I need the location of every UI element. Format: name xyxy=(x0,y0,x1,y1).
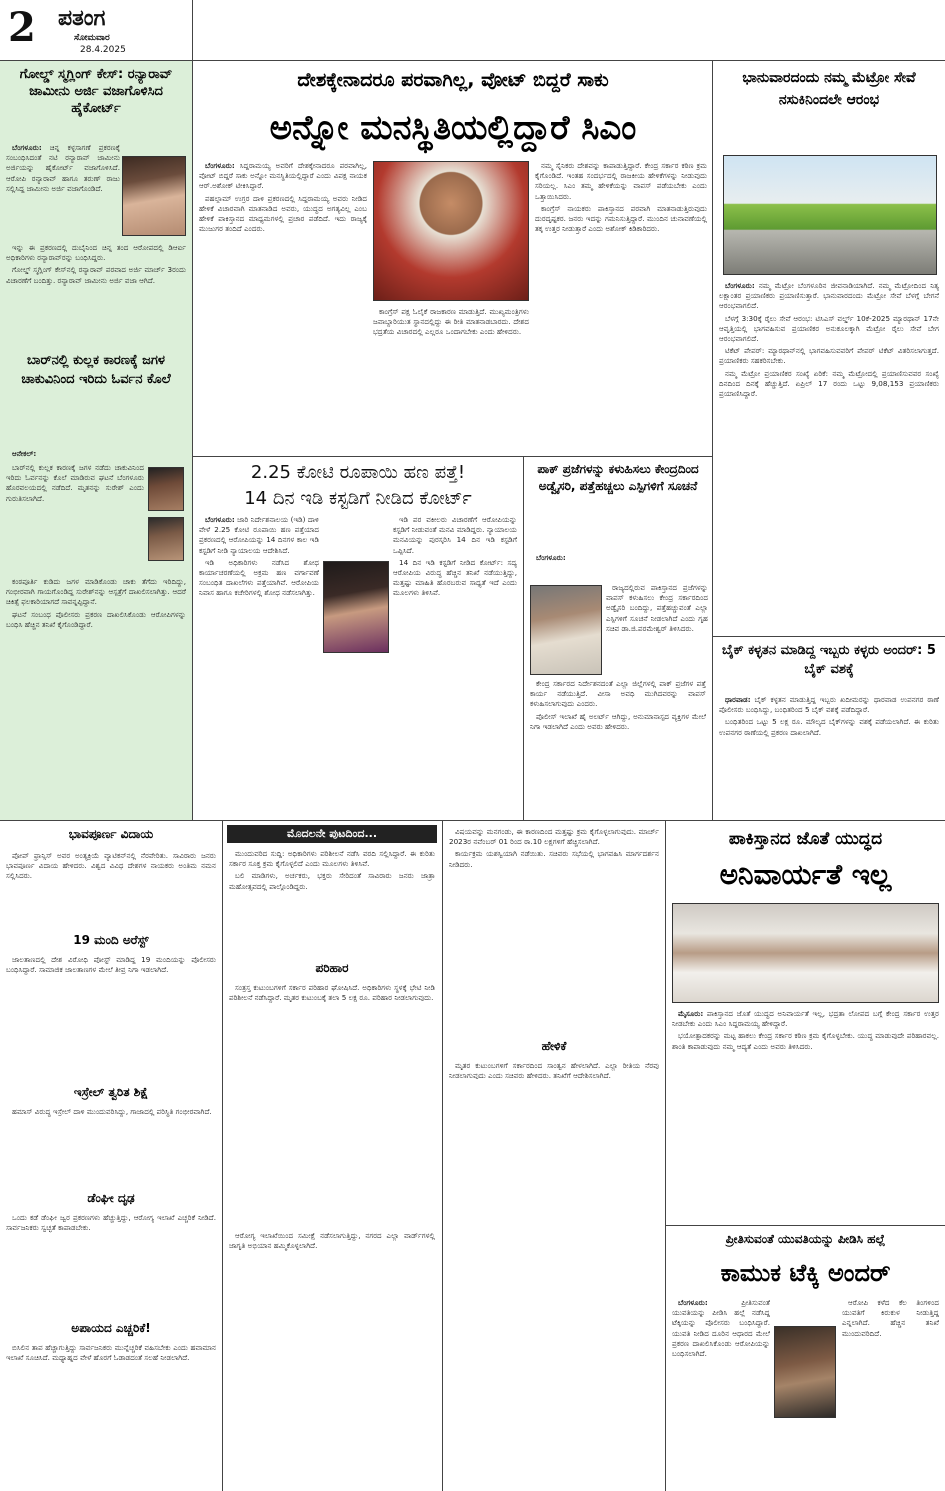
metro-para-2: ಬೆಳಗ್ಗೆ 3:30ಕ್ಕೆ ರೈಲು ಸೇವೆ ಆರಂಭ: ಟಿಸಿಎಸ್ ವರ್ಲ್ಡ್ 10ಕೆ-2025 ಮ್ಯಾರಥಾನ್ 17ನೇ ಆವೃತ್ತಿಯಲ್ಲಿ ಭಾಗವಹಿಸುವ ಪ್ರಯಾಣಿಕರ ಅನುಕೂಲಕ್ಕಾಗಿ ಮೆಟ್ರೋ ರೈಲು ಸೇವೆ ಬೇಗ ಆರಂಭವಾಗಲಿದೆ. xyxy=(719,313,939,344)
techie-kicker: ಪ್ರೀತಿಸುವಂತೆ ಯುವತಿಯನ್ನು ಪೀಡಿಸಿ ಹಲ್ಲೆ xyxy=(725,1232,886,1246)
techie-dateline: ಬೆಂಗಳೂರು: xyxy=(678,1298,708,1307)
arrest-subhead: 19 ಮಂದಿ ಅರೆಸ್ಟ್ xyxy=(73,933,149,947)
metro-dateline: ಬೆಂಗಳೂರು: xyxy=(725,281,755,290)
metro-train-photo xyxy=(723,155,937,275)
gold-para-2: ಇನ್ನು ಈ ಪ್ರಕರಣದಲ್ಲಿ ದುಬೈನಿಂದ ಚಿನ್ನ ತಂದ ಆರೋಪದಲ್ಲಿ ಡಿಆರ್ಐ ಅಧಿಕಾರಿಗಳು ರನ್ಯಾರಾವ್‌ರನ್ನು ಬಂಧಿಸಿದ್ದರು. xyxy=(6,243,186,263)
bike-headline: ಬೈಕ್ ಕಳ್ಳತನ ಮಾಡಿದ್ದ ಇಬ್ಬರು ಕಳ್ಳರು ಅಂದರ್: 5 ಬೈಕ್ ವಶಕ್ಕೆ xyxy=(722,643,936,677)
bar-para-1: ಬಾರ್‌ನಲ್ಲಿ ಕುಲ್ಲಕ ಕಾರಣಕ್ಕೆ ಜಗಳ ನಡೆದು ಚಾಕುವಿನಿಂದ ಇರಿದು ಓರ್ವನನ್ನು ಕೊಲೆ ಮಾಡಿರುವ ಘಟನೆ ಬೆಂಗಳೂರು ಹೊರವಲಯದಲ್ಲಿ ನಡೆದಿದೆ. ಮೃತನನ್ನು ಸುರೇಶ್ ಎಂದು ಗುರುತಿಸಲಾಗಿದೆ. xyxy=(6,463,144,503)
war-dateline: ಮೈಸೂರು: xyxy=(678,1009,704,1018)
continued-section xyxy=(223,821,442,1491)
pak-visa-para-1: ರಾಜ್ಯದಲ್ಲಿರುವ ಪಾಕಿಸ್ತಾನದ ಪ್ರಜೆಗಳನ್ನು ವಾಪಸ್ ಕಳುಹಿಸಲು ಕೇಂದ್ರ ಸರ್ಕಾರದಿಂದ ಅಡ್ವೈಸರಿ ಬಂದಿದ್ದು, ಪತ್ತೆಹಚ್ಚುವಂತೆ ಎಲ್ಲಾ ಎಸ್ಪಿಗಳಿಗೆ ಸೂಚನೆ ನೀಡಲಾಗಿದೆ ಎಂದು ಗೃಹ ಸಚಿವ ಡಾ.ಜಿ.ಪರಮೇಶ್ವರ್ ತಿಳಿಸಿದರು. xyxy=(606,583,708,633)
col3-para-1: ವಿಷಯವನ್ನು ಮನಗಂಡು, ಈ ಕಾರಣದಿಂದ ಮತ್ತಷ್ಟು ಕ್ರಮ ಕೈಗೊಳ್ಳಲಾಗುವುದು. ಮಾರ್ಚ್ 2023ರ ನವೆಂಬರ್ 01 ರಿಂದ ಠಾ.10 ಲಕ್ಷಗಳಿಗೆ ಹೆಚ್ಚಿಸಲಾಗಿದೆ. xyxy=(449,827,659,847)
arrest-text: ಜಾಲತಾಣದಲ್ಲಿ ದೇಶ ವಿರೋಧಿ ಪೋಸ್ಟ್ ಮಾಡಿದ್ದ 19 ಮಂದಿಯನ್ನು ಪೊಲೀಸರು ಬಂಧಿಸಿದ್ದಾರೆ. ಸಾಮಾಜಿಕ ಜಾಲತಾಣಗಳ ಮೇಲೆ ತೀವ್ರ ನಿಗಾ ಇಡಲಾಗಿದೆ. xyxy=(6,955,216,975)
danger-subhead: ಅಪಾಯದ ಎಚ್ಚರಿಕೆ! xyxy=(71,1321,151,1335)
pak-visa-story xyxy=(524,457,712,820)
cm-group-photo xyxy=(672,903,939,1003)
court-headline-1: 2.25 ಕೋಟಿ ರೂಪಾಯಿ ಹಣ ಪತ್ತೆ! xyxy=(250,462,466,483)
actress-photo xyxy=(122,156,186,236)
court-headline-2: 14 ದಿನ ಇಡಿ ಕಸ್ಟಡಿಗೆ ನೀಡಿದ ಕೋರ್ಟ್ xyxy=(244,488,472,509)
accused-woman-photo xyxy=(323,561,389,653)
lead-para-5: ಕಾಂಗ್ರೆಸ್ ನಾಯಕರು ಪಾಕಿಸ್ತಾನದ ಪರವಾಗಿ ಮಾತನಾಡುತ್ತಿರುವುದು ದುರದೃಷ್ಟಕರ. ಜನರು ಇದನ್ನು ಗಮನಿಸುತ್ತಿದ್ದಾರೆ. ಮುಂದಿನ ಚುನಾವಣೆಯಲ್ಲಿ ತಕ್ಕ ಉತ್ತರ ನೀಡುತ್ತಾರೆ ಎಂದು ಅಶೋಕ್ ಕಿಡಿಕಾರಿದರು. xyxy=(535,203,707,234)
bike-para-2: ಬಂಧಿತರಿಂದ ಒಟ್ಟು 5 ಲಕ್ಷ ರೂ. ಮೌಲ್ಯದ ಬೈಕ್‌ಗಳನ್ನು ವಶಕ್ಕೆ ಪಡೆಯಲಾಗಿದೆ. ಈ ಕುರಿತು ಉಪನಗರ ಠಾಣೆಯಲ್ಲಿ ಪ್ರಕರಣ ದಾಖಲಾಗಿದೆ. xyxy=(719,717,939,737)
danger-text: ಬಿಸಿಲಿನ ತಾಪ ಹೆಚ್ಚಾಗುತ್ತಿದ್ದು ಸಾರ್ವಜನಿಕರು ಮುನ್ನೆಚ್ಚರಿಕೆ ವಹಿಸಬೇಕು ಎಂದು ಹವಾಮಾನ ಇಲಾಖೆ ಸೂಚಿಸಿದೆ. ಮಧ್ಯಾಹ್ನದ ವೇಳೆ ಹೊರಗೆ ಓಡಾಡದಂತೆ ಸಲಹೆ ನೀಡಲಾಗಿದೆ. xyxy=(6,1343,216,1363)
lead-dateline: ಬೆಂಗಳೂರು: xyxy=(205,161,235,170)
bhavapurna-title: ಭಾವಪೂರ್ಣ ವಿದಾಯ xyxy=(68,827,154,841)
techie-photo xyxy=(774,1326,836,1418)
bike-story xyxy=(713,637,945,820)
court-para-1: ಜಾರಿ ನಿರ್ದೇಶನಾಲಯ (ಇಡಿ) ದಾಳಿ ವೇಳೆ 2.25 ಕೋಟಿ ರೂಪಾಯಿ ಹಣ ಪತ್ತೆಯಾದ ಪ್ರಕರಣದಲ್ಲಿ ಆರೋಪಿಯನ್ನು 14 ದಿನಗಳ ಕಾಲ ಇಡಿ ಕಸ್ಟಡಿಗೆ ನೀಡಿ ನ್ಯಾಯಾಲಯ ಆದೇಶಿಸಿದೆ. xyxy=(199,515,319,555)
dengue-text: ಒಂದು ಕಡೆ ಡೆಂಘೀ ಜ್ವರ ಪ್ರಕರಣಗಳು ಹೆಚ್ಚುತ್ತಿದ್ದು, ಆರೋಗ್ಯ ಇಲಾಖೆ ಎಚ್ಚರಿಕೆ ನೀಡಿದೆ. ಸಾರ್ವಜನಿಕರು ಸ್ವಚ್ಛತೆ ಕಾಪಾಡಬೇಕು. xyxy=(6,1213,216,1233)
court-story xyxy=(193,457,523,820)
lead-story xyxy=(193,61,712,456)
bhavapurna-section xyxy=(0,821,222,1491)
issue-date: 28.4.2025 xyxy=(80,45,126,55)
techie-headline: ಕಾಮುಕ ಟೆಕ್ಕಿ ಅಂದರ್ xyxy=(720,1259,891,1287)
leader-photo xyxy=(373,161,529,301)
israel-text: ಹಮಾಸ್ ವಿರುದ್ಧ ಇಸ್ರೇಲ್ ದಾಳಿ ಮುಂದುವರಿಸಿದ್ದು, ಗಾಜಾದಲ್ಲಿ ಪರಿಸ್ಥಿತಿ ಗಂಭೀರವಾಗಿದೆ. xyxy=(12,1107,212,1116)
war-story xyxy=(666,821,945,1221)
pak-visa-headline: ಪಾಕ್ ಪ್ರಜೆಗಳನ್ನು ಕಳುಹಿಸಲು ಕೇಂದ್ರದಿಂದ ಅಡ್ವೈಸರಿ, ಪತ್ತೆಹಚ್ಚಲು ಎಸ್ಪಿಗಳಿಗೆ ಸೂಚನೆ xyxy=(537,462,699,493)
bhavapurna-para-1: ಪೋಪ್ ಫ್ರಾನ್ಸಿಸ್ ಅವರ ಅಂತ್ಯಕ್ರಿಯೆ ವ್ಯಾಟಿಕನ್‌ನಲ್ಲಿ ನೆರವೇರಿತು. ಸಾವಿರಾರು ಜನರು ಭಾವಪೂರ್ಣ ವಿದಾಯ ಹೇಳಿದರು. ವಿಶ್ವದ ವಿವಿಧ ದೇಶಗಳ ನಾಯಕರು ಅಂತಿಮ ನಮನ ಸಲ್ಲಿಸಿದರು. xyxy=(6,851,216,881)
column-three xyxy=(443,821,665,1491)
lead-para-2: ಪಹಲ್ಗಾಮ್ ಉಗ್ರರ ದಾಳಿ ಪ್ರಕರಣದಲ್ಲಿ ಸಿದ್ದರಾಮಯ್ಯ ಅವರು ನೀಡಿದ ಹೇಳಿಕೆ ವಿಚಾರವಾಗಿ ಮಾತನಾಡಿದ ಅವರು, ಯುದ್ಧದ ಅಗತ್ಯವಿಲ್ಲ ಎಂಬ ಹೇಳಿಕೆ ಪಾಕಿಸ್ತಾನದ ಮಾಧ್ಯಮಗಳಲ್ಲಿ ಪ್ರಚಾರ ಪಡೆದಿದೆ. ಇದು ರಾಜ್ಯಕ್ಕೆ ಮುಜುಗರ ತಂದಿದೆ ಎಂದರು. xyxy=(199,193,367,234)
court-dateline: ಬೆಂಗಳೂರು: xyxy=(205,515,235,524)
bar-story xyxy=(0,345,192,820)
gold-dateline: ಬೆಂಗಳೂರು: xyxy=(12,143,42,152)
lead-kicker: ದೇಶಕ್ಕೇನಾದರೂ ಪರವಾಗಿಲ್ಲ, ವೋಟ್ ಬಿದ್ದರೆ ಸಾಕು xyxy=(297,69,609,91)
metro-para-1: ನಮ್ಮ ಮೆಟ್ರೋ ಬೆಂಗಳೂರಿನ ಜೀವನಾಡಿಯಾಗಿದೆ. ನಮ್ಮ ಮೆಟ್ರೋದಿಂದ ನಿತ್ಯ ಲಕ್ಷಾಂತರ ಪ್ರಯಾಣಿಕರು ಪ್ರಯಾಣಿಸುತ್ತಾರೆ. ಭಾನುವಾರದಂದು ಮೆಟ್ರೋ ಸೇವೆ ಬೆಳಗ್ಗೆ ಬೇಗನೆ ಆರಂಭವಾಗಲಿದೆ. xyxy=(719,281,939,311)
masthead xyxy=(0,0,192,60)
bar-dateline: ಆನೇಕಲ್: xyxy=(12,449,37,458)
pak-visa-dateline: ಬೆಂಗಳೂರು: xyxy=(536,553,566,562)
issue-day: ಸೋಮವಾರ xyxy=(74,33,110,43)
statement-text: ಮೃತರ ಕುಟುಂಬಗಳಿಗೆ ಸರ್ಕಾರದಿಂದ ಸಾಂತ್ವನ ಹೇಳಲಾಗಿದೆ. ಎಲ್ಲಾ ರೀತಿಯ ನೆರವು ನೀಡಲಾಗುವುದು ಎಂದು ಸಚಿವರು ಹೇಳಿದರು. ತನಿಖೆಗೆ ಆದೇಶಿಸಲಾಗಿದೆ. xyxy=(449,1061,659,1081)
pak-visa-para-3: ಪೊಲೀಸ್ ಇಲಾಖೆ ಹೈ ಅಲರ್ಟ್ ಆಗಿದ್ದು, ಅನುಮಾನಾಸ್ಪದ ವ್ಯಕ್ತಿಗಳ ಮೇಲೆ ನಿಗಾ ಇಡಲಾಗಿದೆ ಎಂದು ಅವರು ಹೇಳಿದರು. xyxy=(530,711,706,731)
bike-para-1: ಬೈಕ್ ಕಳ್ಳತನ ಮಾಡುತ್ತಿದ್ದ ಇಬ್ಬರು ಖದೀಮರನ್ನು ಧಾರವಾಡ ಉಪನಗರ ಠಾಣೆ ಪೊಲೀಸರು ಬಂಧಿಸಿದ್ದು, ಬಂಧಿತರಿಂದ 5 ಬೈಕ್ ವಶಕ್ಕೆ ಪಡೆದಿದ್ದಾರೆ. xyxy=(719,695,939,715)
techie-para-1: ಪ್ರೀತಿಸುವಂತೆ ಯುವತಿಯನ್ನು ಪೀಡಿಸಿ ಹಲ್ಲೆ ನಡೆಸಿದ್ದ ಟೆಕ್ಕಿಯನ್ನು ಪೊಲೀಸರು ಬಂಧಿಸಿದ್ದಾರೆ. ಯುವತಿ ನೀಡಿದ ದೂರಿನ ಆಧಾರದ ಮೇಲೆ ಪ್ರಕರಣ ದಾಖಲಿಸಿಕೊಂಡು ಆರೋಪಿಯನ್ನು ಬಂಧಿಸಲಾಗಿದೆ. xyxy=(672,1298,770,1359)
gold-para-1: ಚಿನ್ನ ಕಳ್ಳಸಾಗಣೆ ಪ್ರಕರಣಕ್ಕೆ ಸಂಬಂಧಿಸಿದಂತೆ ನಟಿ ರನ್ಯಾರಾವ್ ಜಾಮೀನು ಅರ್ಜಿಯನ್ನು ಹೈಕೋರ್ಟ್ ವಜಾಗೊಳಿಸಿದೆ. ಆರೋಪಿ ರನ್ಯಾರಾವ್ ಹಾಗೂ ತರುಣ್ ರಾಜು ಸಲ್ಲಿಸಿದ್ದ ಜಾಮೀನು ಅರ್ಜಿ ವಜಾಗೊಂಡಿದೆ. xyxy=(6,143,120,193)
court-para-4: 14 ದಿನ ಇಡಿ ಕಸ್ಟಡಿಗೆ ನೀಡಿದ ಕೋರ್ಟ್: ಸದ್ಯ ಆರೋಪಿಯ ವಿರುದ್ಧ ಹೆಚ್ಚಿನ ತನಿಖೆ ನಡೆಯುತ್ತಿದ್ದು, ಮತ್ತಷ್ಟು ಮಾಹಿತಿ ಹೊರಬರುವ ಸಾಧ್ಯತೆ ಇದೆ ಎಂದು ಮೂಲಗಳು ತಿಳಿಸಿವೆ. xyxy=(393,557,517,598)
page-number: 2 xyxy=(8,4,36,51)
lead-para-4: ನಮ್ಮ ಸೈನಿಕರು ದೇಶವನ್ನು ಕಾಪಾಡುತ್ತಿದ್ದಾರೆ. ಕೇಂದ್ರ ಸರ್ಕಾರ ಕಠಿಣ ಕ್ರಮ ಕೈಗೊಂಡಿದೆ. ಇಂತಹ ಸಂದರ್ಭದಲ್ಲಿ ರಾಜಕೀಯ ಹೇಳಿಕೆಗಳನ್ನು ನೀಡುವುದು ಸರಿಯಲ್ಲ. ಸಿಎಂ ತಮ್ಮ ಹೇಳಿಕೆಯನ್ನು ವಾಪಸ್ ಪಡೆಯಬೇಕು ಎಂದು ಒತ್ತಾಯಿಸಿದರು. xyxy=(535,161,707,201)
continued-para-1: ಮುಂದುವರಿದ ಸುದ್ದಿ: ಅಧಿಕಾರಿಗಳು ಪರಿಶೀಲನೆ ನಡೆಸಿ ವರದಿ ಸಲ್ಲಿಸಿದ್ದಾರೆ. ಈ ಕುರಿತು ಸರ್ಕಾರ ಸೂಕ್ತ ಕ್ರಮ ಕೈಗೊಳ್ಳಲಿದೆ ಎಂದು ಮೂಲಗಳು ತಿಳಿಸಿವೆ. xyxy=(229,849,435,869)
continued-title: ಮೊದಲನೇ ಪುಟದಿಂದ... xyxy=(227,825,437,843)
techie-story xyxy=(666,1226,945,1491)
accused-photo-1 xyxy=(148,467,184,511)
gold-para-3: ಗೋಲ್ಡ್ ಸ್ಮಗ್ಲಿಂಗ್ ಕೇಸ್‌ನಲ್ಲಿ ರನ್ಯಾರಾವ್ ಪರವಾದ ಅರ್ಜಿ ಮಾರ್ಚ್ 3ರಂದು ವಿಚಾರಣೆಗೆ ಬಂದಿತ್ತು. ರನ್ಯಾರಾವ್ ಜಾಮೀನು ಅರ್ಜಿ ವಜಾ ಆಗಿದೆ. xyxy=(6,265,186,285)
col3-para-2: ಕಾರ್ಯಕ್ರಮ ಯಶಸ್ವಿಯಾಗಿ ನಡೆಯಿತು. ಸಚಿವರು ಸಭೆಯಲ್ಲಿ ಭಾಗವಹಿಸಿ ಮಾರ್ಗದರ್ಶನ ನೀಡಿದರು. xyxy=(449,849,659,869)
lead-para-3: ಕಾಂಗ್ರೆಸ್ ಪಕ್ಷ ಓಲೈಕೆ ರಾಜಕಾರಣ ಮಾಡುತ್ತಿದೆ. ಮುಖ್ಯಮಂತ್ರಿಗಳು ಜವಾಬ್ದಾರಿಯುತ ಸ್ಥಾನದಲ್ಲಿದ್ದು ಈ ರೀತಿ ಮಾತನಾಡಬಾರದು. ದೇಶದ ಭದ್ರತೆಯ ವಿಚಾರದಲ್ಲಿ ಎಲ್ಲರೂ ಒಂದಾಗಬೇಕು ಎಂದು ಹೇಳಿದರು. xyxy=(373,307,529,337)
metro-para-4: ನಮ್ಮ ಮೆಟ್ರೋ ಪ್ರಯಾಣಿಕರ ಸಂಖ್ಯೆ ಏರಿಕೆ: ನಮ್ಮ ಮೆಟ್ರೋದಲ್ಲಿ ಪ್ರಯಾಣಿಸುವವರ ಸಂಖ್ಯೆ ದಿನದಿಂದ ದಿನಕ್ಕೆ ಹೆಚ್ಚುತ್ತಿದೆ. ಏಪ್ರಿಲ್ 17 ರಂದು ಒಟ್ಟು 9,08,153 ಪ್ರಯಾಣಿಕರು ಪ್ರಯಾಣಿಸಿದ್ದಾರೆ. xyxy=(719,368,939,399)
court-para-2: ಇಡಿ ಅಧಿಕಾರಿಗಳು ನಡೆಸಿದ ಶೋಧ ಕಾರ್ಯಾಚರಣೆಯಲ್ಲಿ ಅಕ್ರಮ ಹಣ ವರ್ಗಾವಣೆ ಸಂಬಂಧಿತ ದಾಖಲೆಗಳು ಪತ್ತೆಯಾಗಿವೆ. ಆರೋಪಿಯ ನಿವಾಸ ಹಾಗೂ ಕಚೇರಿಗಳಲ್ಲಿ ಶೋಧ ನಡೆಸಲಾಗಿತ್ತು. xyxy=(199,557,319,598)
war-headline-1: ಪಾಕಿಸ್ತಾನದ ಜೊತೆ ಯುದ್ಧದ xyxy=(728,829,883,849)
paper-name: ಪತಂಗ xyxy=(58,6,106,31)
continued-para-3: ಆರೋಗ್ಯ ಇಲಾಖೆಯಿಂದ ಸಮೀಕ್ಷೆ ನಡೆಸಲಾಗುತ್ತಿದ್ದು, ನಗರದ ಎಲ್ಲಾ ವಾರ್ಡ್‌ಗಳಲ್ಲಿ ಜಾಗೃತಿ ಅಭಿಯಾನ ಹಮ್ಮಿಕೊಳ್ಳಲಾಗಿದೆ. xyxy=(229,1231,435,1251)
statement-subhead: ಹೇಳಿಕೆ xyxy=(541,1039,567,1053)
gold-headline: ಗೋಲ್ಡ್ ಸ್ಮಗ್ಲಿಂಗ್ ಕೇಸ್: ರನ್ಯಾರಾವ್ ಜಾಮೀನು ಅರ್ಜಿ ವಜಾಗೊಳಿಸಿದ ಹೈಕೋರ್ಟ್ xyxy=(19,67,173,116)
accused-photo-2 xyxy=(148,517,184,561)
metro-story xyxy=(713,61,945,636)
continued-para-2: ಬಲಿ ಮಾಡಿಗಳು, ಅರ್ಚಕರು, ಭಕ್ತರು ಸೇರಿದಂತೆ ಸಾವಿರಾರು ಜನರು ಜಾತ್ರಾ ಮಹೋತ್ಸವದಲ್ಲಿ ಪಾಲ್ಗೊಂಡಿದ್ದರು. xyxy=(229,871,435,891)
bar-para-3: ಘಟನೆ ಸಂಬಂಧ ಪೊಲೀಸರು ಪ್ರಕರಣ ದಾಖಲಿಸಿಕೊಂಡು ಆರೋಪಿಗಳನ್ನು ಬಂಧಿಸಿ ಹೆಚ್ಚಿನ ತನಿಖೆ ಕೈಗೊಂಡಿದ್ದಾರೆ. xyxy=(6,609,186,629)
pak-visa-para-2: ಕೇಂದ್ರ ಸರ್ಕಾರದ ನಿರ್ದೇಶನದಂತೆ ಎಲ್ಲಾ ಜಿಲ್ಲೆಗಳಲ್ಲಿ ಪಾಕ್ ಪ್ರಜೆಗಳ ಪತ್ತೆ ಕಾರ್ಯ ನಡೆಯುತ್ತಿದೆ. ವೀಸಾ ಅವಧಿ ಮುಗಿದವರನ್ನು ವಾಪಸ್ ಕಳುಹಿಸಲಾಗುವುದು ಎಂದರು. xyxy=(530,679,706,709)
bike-dateline: ಧಾರವಾಡ: xyxy=(725,695,751,704)
bar-para-2: ಕಂಠಪೂರ್ತಿ ಕುಡಿದು ಜಗಳ ಮಾಡಿಕೊಂಡು ಚಾಕು ತೆಗೆದು ಇರಿದಿದ್ದು, ಗಂಭೀರವಾಗಿ ಗಾಯಗೊಂಡಿದ್ದ ಸುರೇಶ್‌ನನ್ನು ಆಸ್ಪತ್ರೆಗೆ ದಾಖಲಿಸಲಾಗಿತ್ತು. ಆದರೆ ಚಿಕಿತ್ಸೆ ಫಲಕಾರಿಯಾಗದೆ ಸಾವನ್ನಪ್ಪಿದ್ದಾನೆ. xyxy=(6,577,186,607)
war-para-1: ಪಾಕಿಸ್ತಾನದ ಜೊತೆ ಯುದ್ಧದ ಅನಿವಾರ್ಯತೆ ಇಲ್ಲ, ಭದ್ರತಾ ಲೋಪದ ಬಗ್ಗೆ ಕೇಂದ್ರ ಸರ್ಕಾರ ಉತ್ತರ ನೀಡಬೇಕು ಎಂದು ಸಿಎಂ ಸಿದ್ದರಾಮಯ್ಯ ಹೇಳಿದ್ದಾರೆ. xyxy=(672,1009,939,1029)
court-para-3: ಇಡಿ ಪರ ವಕೀಲರು ವಿಚಾರಣೆಗೆ ಆರೋಪಿಯನ್ನು ಕಸ್ಟಡಿಗೆ ನೀಡುವಂತೆ ಮನವಿ ಮಾಡಿದ್ದರು. ನ್ಯಾಯಾಲಯ ಮನವಿಯನ್ನು ಪುರಸ್ಕರಿಸಿ 14 ದಿನ ಇಡಿ ಕಸ್ಟಡಿಗೆ ಒಪ್ಪಿಸಿದೆ. xyxy=(393,515,517,555)
relief-subhead: ಪರಿಹಾರ xyxy=(315,961,349,975)
dengue-subhead: ಡೆಂಘೀ ದೃಢ xyxy=(87,1191,135,1205)
war-para-2: ಭಯೋತ್ಪಾದಕರನ್ನು ಮಟ್ಟ ಹಾಕಲು ಕೇಂದ್ರ ಸರ್ಕಾರ ಕಠಿಣ ಕ್ರಮ ಕೈಗೊಳ್ಳಬೇಕು. ಯುದ್ಧ ಮಾಡುವುದೇ ಪರಿಹಾರವಲ್ಲ. ಶಾಂತಿ ಕಾಪಾಡುವುದು ನಮ್ಮ ಆದ್ಯತೆ ಎಂದು ಅವರು ತಿಳಿಸಿದರು. xyxy=(672,1031,939,1051)
metro-para-3: ಟಿಕೆಟ್ ಪೇಪರ್: ಮ್ಯಾರಥಾನ್‌ನಲ್ಲಿ ಭಾಗವಹಿಸುವವರಿಗೆ ಪೇಪರ್ ಟಿಕೆಟ್ ವಿತರಿಸಲಾಗುತ್ತದೆ. ಪ್ರಯಾಣಿಕರು ಸಹಕರಿಸಬೇಕು. xyxy=(719,346,939,366)
metro-headline: ಭಾನುವಾರದಂದು ನಮ್ಮ ಮೆಟ್ರೋ ಸೇವೆ ನಸುಕಿನಿಂದಲೇ ಆರಂಭ xyxy=(742,70,916,108)
bar-headline: ಬಾರ್‌ನಲ್ಲಿ ಕುಲ್ಲಕ ಕಾರಣಕ್ಕೆ ಜಗಳ ಚಾಕುವಿನಿಂದ ಇರಿದು ಓರ್ವನ ಕೊಲೆ xyxy=(21,353,171,387)
minister-photo xyxy=(530,585,602,675)
lead-headline: ಅನ್ನೋ ಮನಸ್ಥಿತಿಯಲ್ಲಿದ್ದಾರೆ ಸಿಎಂ xyxy=(269,108,637,148)
war-headline-2: ಅನಿವಾರ್ಯತೆ ಇಲ್ಲ xyxy=(719,858,892,891)
lead-para-1: ಸಿದ್ದರಾಮಯ್ಯ ಅವರಿಗೆ ದೇಶಕ್ಕೇನಾದರೂ ಪರವಾಗಿಲ್ಲ, ವೋಟ್ ಬಿದ್ದರೆ ಸಾಕು ಅನ್ನೋ ಮನಸ್ಥಿತಿಯಲ್ಲಿದ್ದಾರೆ ಎಂದು ವಿಪಕ್ಷ ನಾಯಕ ಆರ್.ಅಶೋಕ್ ಟೀಕಿಸಿದ್ದಾರೆ. xyxy=(199,161,367,191)
relief-text: ಸಂತ್ರಸ್ತ ಕುಟುಂಬಗಳಿಗೆ ಸರ್ಕಾರ ಪರಿಹಾರ ಘೋಷಿಸಿದೆ. ಅಧಿಕಾರಿಗಳು ಸ್ಥಳಕ್ಕೆ ಭೇಟಿ ನೀಡಿ ಪರಿಶೀಲನೆ ನಡೆಸಿದ್ದಾರೆ. ಮೃತರ ಕುಟುಂಬಕ್ಕೆ ತಲಾ 5 ಲಕ್ಷ ರೂ. ಪರಿಹಾರ ನೀಡಲಾಗುವುದು. xyxy=(229,983,435,1003)
techie-para-2: ಆರೋಪಿ ಕಳೆದ ಕೆಲ ತಿಂಗಳಿಂದ ಯುವತಿಗೆ ಕಿರುಕುಳ ನೀಡುತ್ತಿದ್ದ ಎನ್ನಲಾಗಿದೆ. ಹೆಚ್ಚಿನ ತನಿಖೆ ಮುಂದುವರಿದಿದೆ. xyxy=(842,1298,939,1338)
israel-subhead: ಇಸ್ರೇಲ್ ತ್ವರಿತ ಶಿಕ್ಷೆ xyxy=(73,1085,149,1099)
